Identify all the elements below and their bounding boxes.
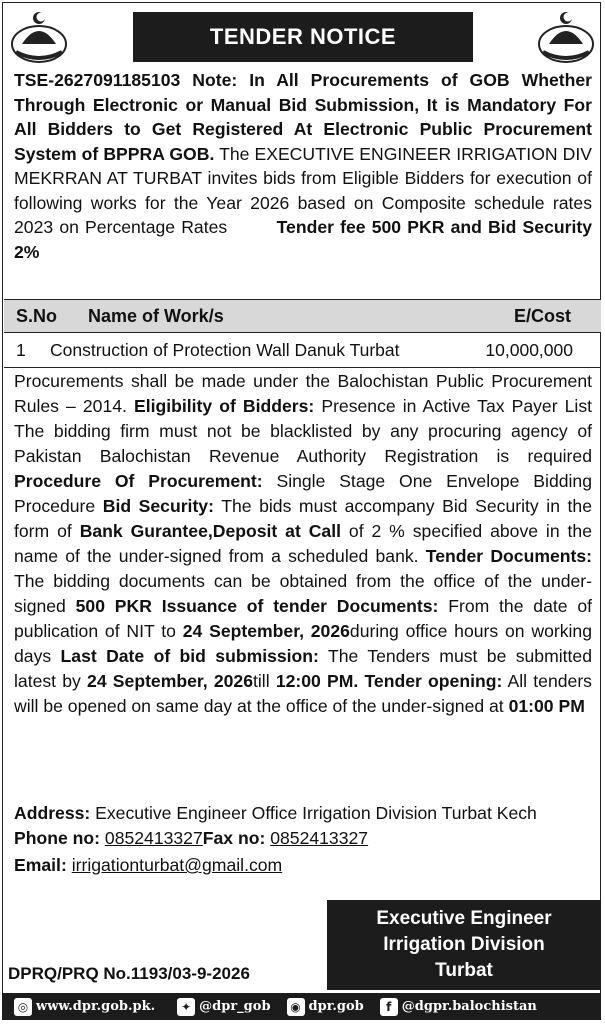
address-label: Address: bbox=[14, 803, 91, 823]
phone-line bbox=[14, 826, 368, 851]
intro-text: The EXECUTIVE ENGINEER IRRIGATION DIV MEKRRAN AT TURBAT invites bids from Eligible Bidders for execution of following works for the Year 2026 based on Composite schedule rates 2023 on Percentage Rates bbox=[14, 143, 592, 237]
signature-line-3: Turbat bbox=[435, 960, 493, 981]
rules-text: Procurements shall be made under the Balochistan Public Procurement Rules – 2014. bbox=[14, 371, 592, 416]
website-link[interactable]: www.dpr.gob.pk. bbox=[36, 999, 156, 1014]
table-row bbox=[4, 333, 601, 368]
facebook-icon: f bbox=[380, 998, 398, 1016]
dprq-number: DPRQ/PRQ No.1193/03-9-2026 bbox=[8, 964, 250, 983]
security-label: Bid Security: bbox=[102, 496, 214, 516]
body-paragraph bbox=[14, 369, 592, 719]
issuance-text: From the date of publication of NIT to bbox=[14, 596, 592, 641]
intro-paragraph bbox=[14, 68, 592, 264]
twitter-icon: ✦ bbox=[177, 998, 195, 1016]
opening-text: All tenders will be opened on same day at the office of the under-signed at bbox=[14, 671, 592, 716]
page-title: TENDER NOTICE bbox=[133, 12, 473, 62]
balochistan-emblem-logo-left bbox=[8, 8, 70, 66]
documents-text: The bidding documents can be obtained from the office of the under-signed bbox=[14, 571, 592, 616]
instagram-handle[interactable]: dpr.gob bbox=[308, 999, 364, 1014]
instagram-icon: ◉ bbox=[287, 998, 305, 1016]
last-date-text: The Tenders must be submitted latest by bbox=[14, 646, 592, 691]
row-cost: 10,000,000 bbox=[485, 339, 573, 360]
phone-link[interactable]: 0852413327 bbox=[104, 828, 203, 848]
globe-icon: ◎ bbox=[14, 998, 32, 1016]
address-line bbox=[14, 801, 537, 826]
balochistan-emblem-logo-right bbox=[535, 8, 597, 66]
table-header bbox=[4, 299, 601, 333]
opening-label: . Tender opening: bbox=[353, 671, 503, 691]
phone-label: Phone no: bbox=[14, 828, 101, 848]
last-time: 12:00 PM bbox=[275, 671, 354, 691]
opening-time: 01:00 PM bbox=[508, 696, 585, 716]
fax-number: 0852413327 bbox=[270, 828, 369, 848]
last-date: 24 September, 2026 bbox=[87, 671, 253, 691]
row-name: Construction of Protection Wall Danuk Turbat bbox=[50, 339, 400, 360]
twitter-handle[interactable]: @dpr_gob bbox=[199, 999, 271, 1014]
header-name: Name of Work/s bbox=[88, 305, 224, 326]
address-text: Executive Engineer Office Irrigation Division Turbat Kech bbox=[90, 803, 537, 823]
signature-block bbox=[327, 900, 601, 990]
email-label: Email: bbox=[14, 855, 67, 875]
documents-label: Tender Documents: bbox=[425, 546, 593, 566]
tender-fee: Tender fee 500 PKR and Bid Security 2% bbox=[14, 217, 592, 262]
security-bold: Bank Gurantee,Deposit at Call bbox=[79, 521, 341, 541]
issuance-text-2: during office hours on working days bbox=[14, 621, 593, 666]
fax-label: Fax no: bbox=[202, 828, 266, 848]
footer-facebook[interactable] bbox=[380, 998, 537, 1016]
security-text-2: of 2 % specified above in the name of the under-signed from a scheduled bank. bbox=[14, 521, 592, 566]
email-line bbox=[14, 853, 282, 878]
signature-line-1: Executive Engineer bbox=[376, 908, 552, 929]
footer-bar bbox=[2, 993, 601, 1020]
header-cost: E/Cost bbox=[513, 305, 571, 326]
procedure-label: Procedure Of Procurement: bbox=[14, 471, 263, 491]
footer-twitter[interactable] bbox=[177, 998, 270, 1016]
works-table bbox=[4, 299, 601, 368]
last-date-label: Last Date of bid submission: bbox=[60, 646, 319, 666]
intro-note: TSE-2627091185103 Note: In All Procurements of GOB Whether Through Electronic or Manual Bid Submission, It is Mandatory For All Bidders to Get Registered At Electronic Public Procurement System of BPPRA GOB. bbox=[14, 70, 592, 164]
footer-instagram[interactable] bbox=[287, 998, 364, 1016]
email-link[interactable]: irrigationturbat@gmail.com bbox=[71, 855, 283, 875]
eligibility-label: Eligibility of Bidders: bbox=[133, 396, 315, 416]
eligibility-text: Presence in Active Tax Payer List The bidding firm must not be blacklisted by any procuring agency of Pakistan Balochistan Revenue Authority Registration is required bbox=[14, 396, 592, 466]
procedure-text: Single Stage One Envelope Bidding Procedure bbox=[14, 471, 592, 516]
row-sno: 1 bbox=[16, 339, 26, 360]
security-text: The bids must accompany Bid Security in the form of bbox=[14, 496, 592, 541]
issuance-date: 24 September, 2026 bbox=[182, 621, 350, 641]
header-sno: S.No bbox=[16, 305, 58, 326]
signature-line-2: Irrigation Division bbox=[383, 934, 545, 955]
till-text: till bbox=[253, 671, 276, 691]
facebook-handle[interactable]: @dgpr.balochistan bbox=[401, 999, 537, 1014]
issuance-label: 500 PKR Issuance of tender Documents: bbox=[75, 596, 439, 616]
footer-website[interactable] bbox=[14, 998, 155, 1016]
